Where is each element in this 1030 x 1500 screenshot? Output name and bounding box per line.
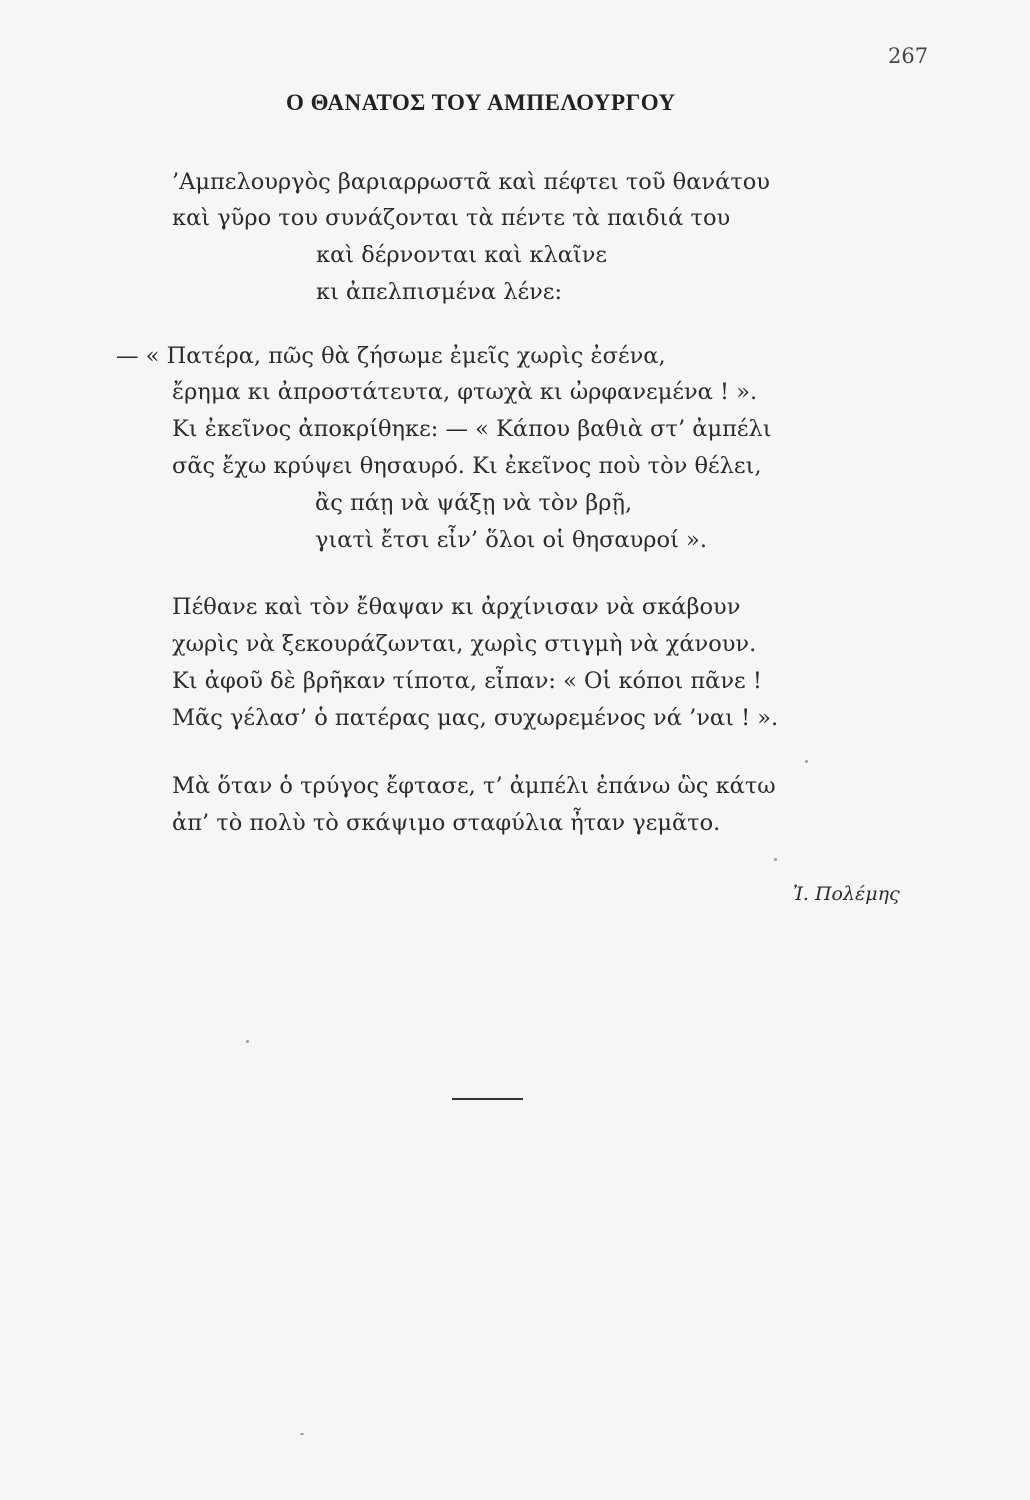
poem-line: ἂς πάῃ νὰ ψάξῃ νὰ τὸν βρῇ, [315,490,633,516]
poem-line: Κι ἐκεῖνος ἀποκρίθηκε: — « Κάπου βαθιὰ στ’ ἀμπέλι [172,416,772,442]
poem-line: σᾶς ἔχω κρύψει θησαυρό. Κι ἐκεῖνος ποὺ τὸν θέλει, [172,453,762,479]
page-number: 267 [888,44,929,68]
poem-line: καὶ γῦρο του συνάζονται τὰ πέντε τὰ παιδιά του [172,205,731,231]
section-divider [452,1098,523,1100]
poem-line: ’Αμπελουργὸς βαριαρρωστᾶ καὶ πέφτει τοῦ θανάτου [172,169,770,195]
poem-line: χωρὶς νὰ ξεκουράζωνται, χωρὶς στιγμὴ νὰ χάνουν. [172,631,757,657]
poem-line: ἀπ’ τὸ πολὺ τὸ σκάψιμο σταφύλια ἦταν γεμᾶτο. [172,810,721,836]
poem-line: κι ἀπελπισμένα λένε: [316,279,563,305]
ink-speck [300,1433,304,1435]
poem-line: ἔρημα κι ἀπροστάτευτα, φτωχὰ κι ὠρφανεμένα ! ». [172,379,758,405]
ink-speck [774,858,777,861]
poem-line: Μᾶς γέλασ’ ὁ πατέρας μας, συχωρεμένος νά ’ναι ! ». [172,705,779,731]
ink-speck [805,760,808,763]
author-signature: Ἰ. Πολέμης [793,883,900,905]
poem-line: γιατὶ ἔτσι εἶν’ ὅλοι οἱ θησαυροί ». [315,527,707,553]
poem-line: Πέθανε καὶ τὸν ἔθαψαν κι ἀρχίνισαν νὰ σκάβουν [172,594,741,620]
poem-line: Κι ἀφοῦ δὲ βρῆκαν τίποτα, εἶπαν: « Οἱ κόποι πᾶνε ! [172,668,762,694]
poem-line: Μὰ ὅταν ὁ τρύγος ἔφτασε, τ’ ἀμπέλι ἐπάνω ὣς κάτω [172,773,776,799]
ink-speck [246,1040,249,1043]
poem-line: — « Πατέρα, πῶς θὰ ζήσωμε ἐμεῖς χωρὶς ἐσένα, [116,343,666,369]
poem-title: Ο ΘΑΝΑΤΟΣ ΤΟΥ ΑΜΠΕΛΟΥΡΓΟΥ [286,90,676,115]
poem-line: καὶ δέρνονται καὶ κλαῖνε [316,242,608,268]
